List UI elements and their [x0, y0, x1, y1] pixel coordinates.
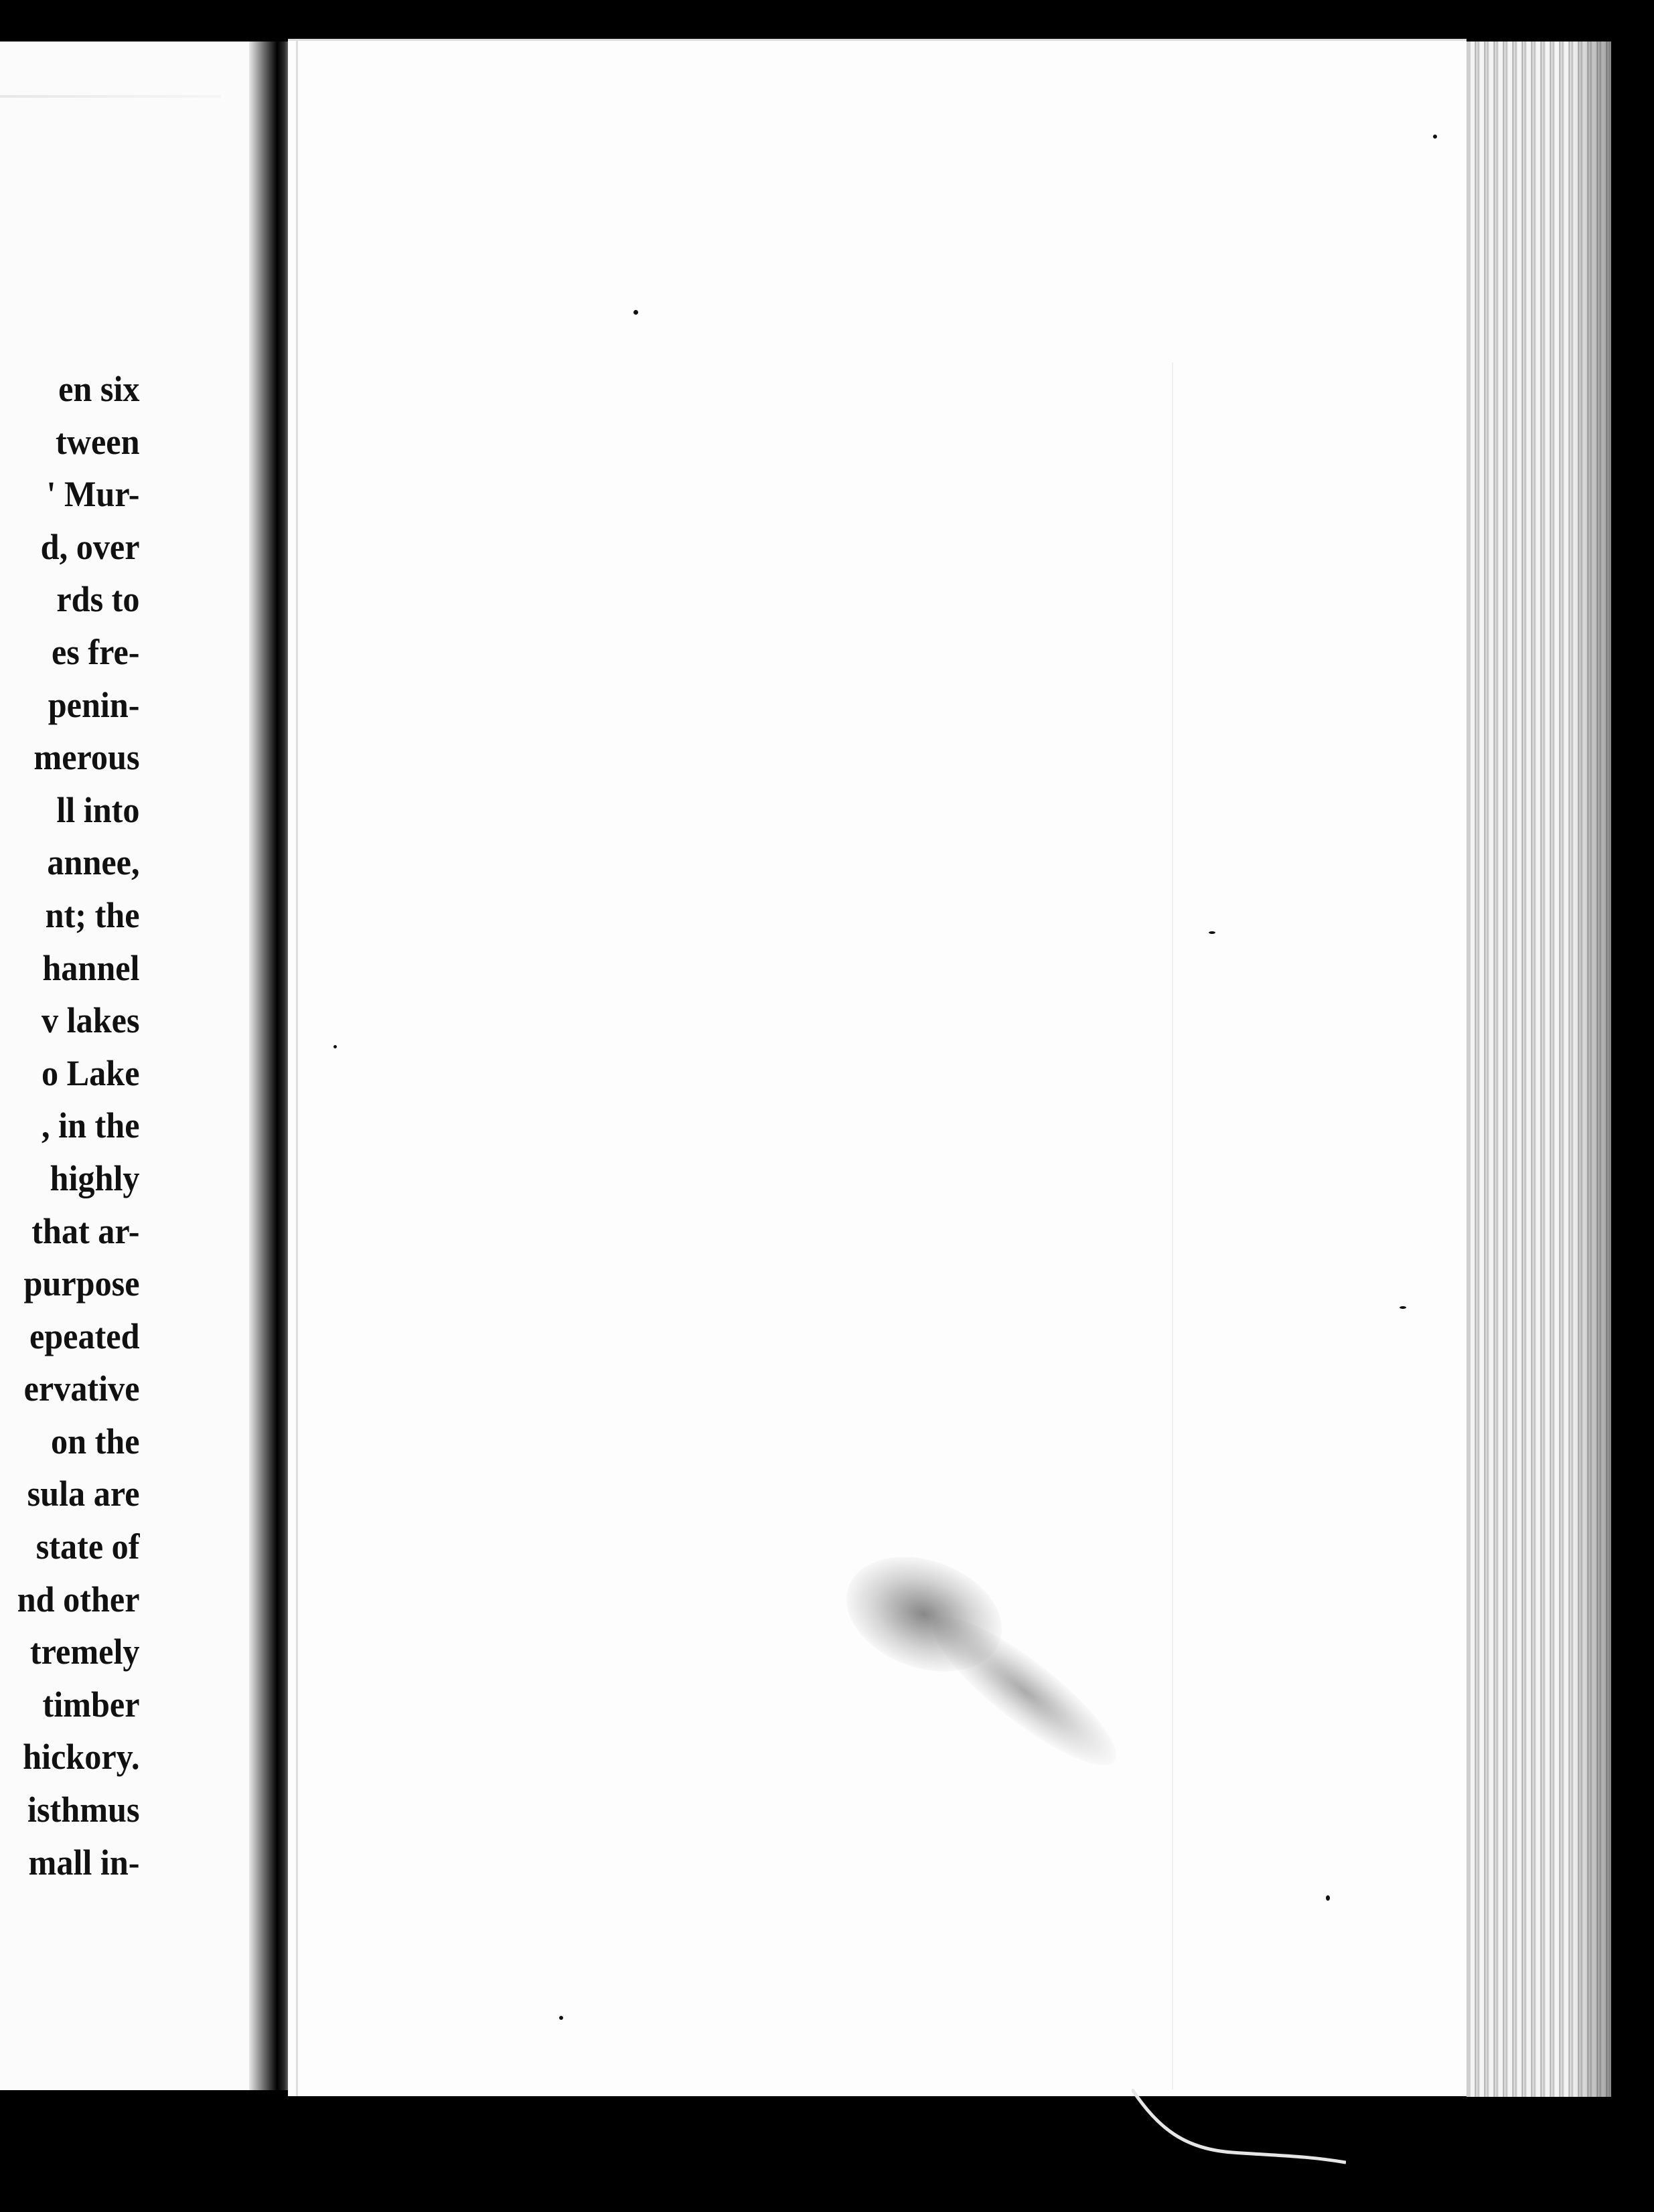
text-line: en six [58, 369, 140, 409]
text-line: v lakes [42, 1000, 140, 1041]
page-edges-shadow [1571, 42, 1611, 2097]
text-line: nd other [17, 1579, 140, 1620]
text-line: on the [51, 1421, 140, 1462]
left-page-header-rule [0, 95, 221, 98]
loose-thread [1132, 2089, 1346, 2169]
text-line: timber [42, 1684, 140, 1725]
text-line: nt; the [46, 894, 140, 935]
ink-speck [1209, 931, 1215, 934]
text-line: hickory. [23, 1737, 140, 1778]
left-page [0, 42, 271, 2090]
text-line: es fre- [52, 631, 140, 672]
right-page-blank [288, 39, 1467, 2096]
page-smudge [916, 1597, 1132, 1785]
text-line: purpose [23, 1263, 140, 1304]
ink-speck [559, 2016, 563, 2020]
text-line: , in the [42, 1105, 140, 1146]
text-line: d, over [41, 526, 140, 567]
ink-speck [1400, 1306, 1406, 1309]
left-page-text-column [8, 363, 140, 1889]
text-line: tremely [30, 1632, 140, 1672]
ink-speck [1326, 1895, 1330, 1901]
text-line: mall in- [28, 1842, 140, 1883]
text-line: ervative [24, 1368, 141, 1409]
text-line: sula are [27, 1474, 140, 1514]
text-line: penin- [48, 684, 140, 725]
text-line: that ar- [31, 1210, 140, 1251]
text-line: annee, [47, 842, 141, 883]
text-line: highly [50, 1158, 140, 1198]
text-line: merous [33, 737, 140, 778]
text-line: state of [36, 1526, 140, 1567]
text-line: isthmus [27, 1790, 140, 1830]
text-line: ll into [56, 789, 140, 830]
ink-speck [333, 1045, 337, 1048]
text-line: epeated [29, 1316, 140, 1356]
right-page-fold-line [1172, 362, 1173, 2089]
ink-speck [1433, 135, 1437, 139]
book-page-edges [1467, 42, 1611, 2097]
text-line: rds to [56, 579, 140, 620]
text-line: o Lake [42, 1052, 140, 1093]
text-line: tween [56, 421, 140, 462]
text-line: hannel [42, 947, 141, 988]
ink-speck [633, 310, 638, 315]
right-page-inner-edge [296, 41, 298, 2096]
text-line: ' Mur- [47, 474, 140, 515]
